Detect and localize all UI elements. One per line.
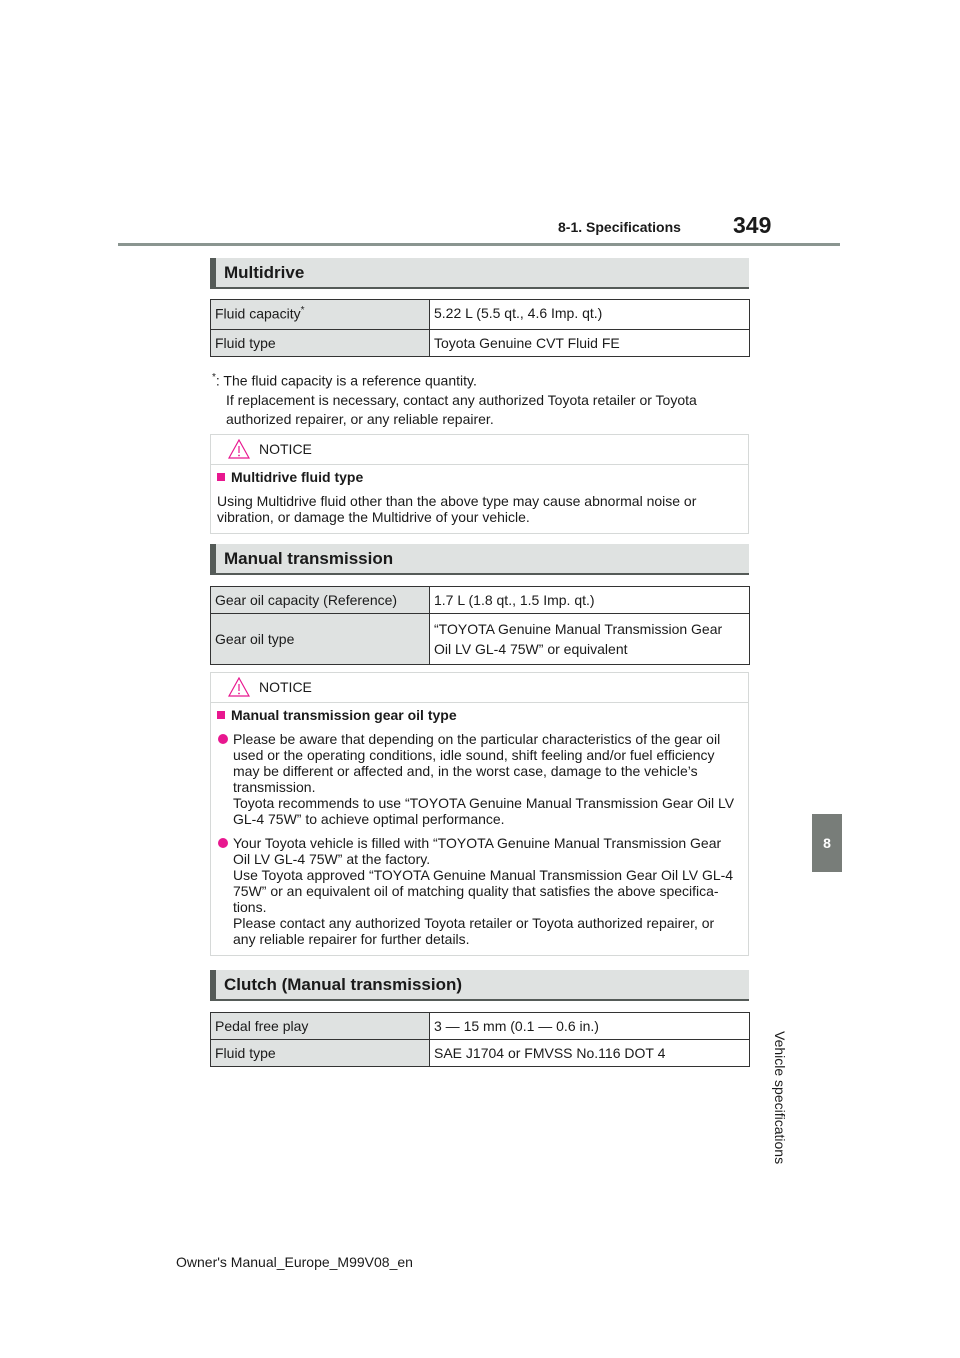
- bullet-item: [217, 731, 740, 827]
- footnote-marker: *: [300, 305, 305, 316]
- table-value-cell: 5.22 L (5.5 qt., 4.6 Imp. qt.): [430, 300, 750, 330]
- bullet-paragraph: Please be aware that depending on the particular characteristics of the gear oil used or the operating conditions, idle sound, shift feeling and/or fuel efficiency may be different or affected and, in the worst case, damage to the vehicle’s transmission.: [233, 731, 721, 795]
- clutch-table: [210, 1012, 750, 1067]
- notice-body: [211, 703, 748, 955]
- notice-heading: Multidrive fluid type: [231, 469, 364, 485]
- value-line: “TOYOTA Genuine Manual Transmission Gear: [434, 621, 723, 637]
- footer-text: Owner's Manual_Europe_M99V08_en: [176, 1254, 413, 1270]
- bullet-paragraph: Toyota recommends to use “TOYOTA Genuine Manual Transmission Gear Oil LV GL-4 75W” to achieve optimal performance.: [233, 795, 735, 827]
- warning-triangle-icon: [228, 439, 250, 459]
- table-key-cell: Pedal free play: [211, 1013, 430, 1040]
- table-key-cell: Gear oil capacity (Reference): [211, 587, 430, 614]
- footnote: [212, 368, 742, 429]
- warning-triangle-icon: [228, 677, 250, 697]
- table-value-cell: Toyota Genuine CVT Fluid FE: [430, 330, 750, 357]
- chapter-tab[interactable]: 8: [812, 814, 842, 872]
- notice-box: [210, 672, 749, 956]
- square-bullet-icon: [217, 473, 225, 481]
- table-row: [211, 1040, 750, 1067]
- notice-body: [211, 465, 748, 533]
- bullet-item: [217, 835, 740, 947]
- footnote-line: : The fluid capacity is a reference quantity.: [215, 372, 477, 389]
- notice-box: [210, 434, 749, 534]
- table-value-cell: 3 — 15 mm (0.1 — 0.6 in.): [430, 1013, 750, 1040]
- footnote-line: If replacement is necessary, contact any authorized Toyota retailer or Toyota authorized repairer, or any reliable repairer.: [226, 391, 697, 427]
- table-value-cell: 1.7 L (1.8 qt., 1.5 Imp. qt.): [430, 587, 750, 614]
- notice-header: [211, 435, 748, 465]
- bullet-text: [233, 731, 740, 827]
- table-value-cell: SAE J1704 or FMVSS No.116 DOT 4: [430, 1040, 750, 1067]
- table-row: [211, 330, 750, 357]
- notice-header: [211, 673, 748, 703]
- manual-transmission-table: [210, 586, 750, 665]
- header-divider: [118, 243, 840, 246]
- multidrive-table: [210, 299, 750, 357]
- section-heading-manual-transmission: Manual transmission: [210, 544, 749, 575]
- page-number: 349: [733, 212, 772, 238]
- section-heading-clutch: Clutch (Manual transmission): [210, 970, 749, 1001]
- chapter-title: Vehicle specifications: [772, 1031, 788, 1165]
- bullet-text: [233, 835, 740, 947]
- table-row: [211, 300, 750, 330]
- table-key-cell: [211, 300, 430, 330]
- circle-bullet-icon: [218, 838, 228, 848]
- footnote-marker: *: [212, 372, 216, 383]
- table-key-cell: Fluid type: [211, 1040, 430, 1067]
- table-row: [211, 587, 750, 614]
- value-line: Oil LV GL-4 75W” or equivalent: [434, 641, 628, 657]
- table-row: [211, 1013, 750, 1040]
- table-key-cell: Gear oil type: [211, 614, 430, 665]
- bullet-paragraph: Please contact any authorized Toyota retailer or Toyota authorized repairer, or any reliable repairer for further details.: [233, 915, 715, 947]
- section-heading-multidrive: Multidrive: [210, 258, 749, 289]
- notice-label: NOTICE: [259, 441, 312, 457]
- square-bullet-icon: [217, 711, 225, 719]
- notice-heading: Manual transmission gear oil type: [231, 707, 457, 723]
- table-row: [211, 614, 750, 665]
- circle-bullet-icon: [218, 734, 228, 744]
- fluid-capacity-label: Fluid capacity: [215, 305, 301, 322]
- table-value-cell: [430, 614, 750, 665]
- table-key-cell: Fluid type: [211, 330, 430, 357]
- bullet-paragraph: Your Toyota vehicle is filled with “TOYOTA Genuine Manual Transmission Gear Oil LV GL-4 75W” at the factory.: [233, 835, 722, 867]
- notice-text: Using Multidrive fluid other than the above type may cause abnormal noise or vibration, or damage the Multidrive of your vehicle.: [217, 493, 697, 525]
- bullet-paragraph: Use Toyota approved “TOYOTA Genuine Manual Transmission Gear Oil LV GL-4 75W” or an equivalent oil of matching quality that satisfies the above specifica-tions.: [233, 867, 734, 915]
- section-label: 8-1. Specifications: [558, 219, 681, 235]
- notice-label: NOTICE: [259, 679, 312, 695]
